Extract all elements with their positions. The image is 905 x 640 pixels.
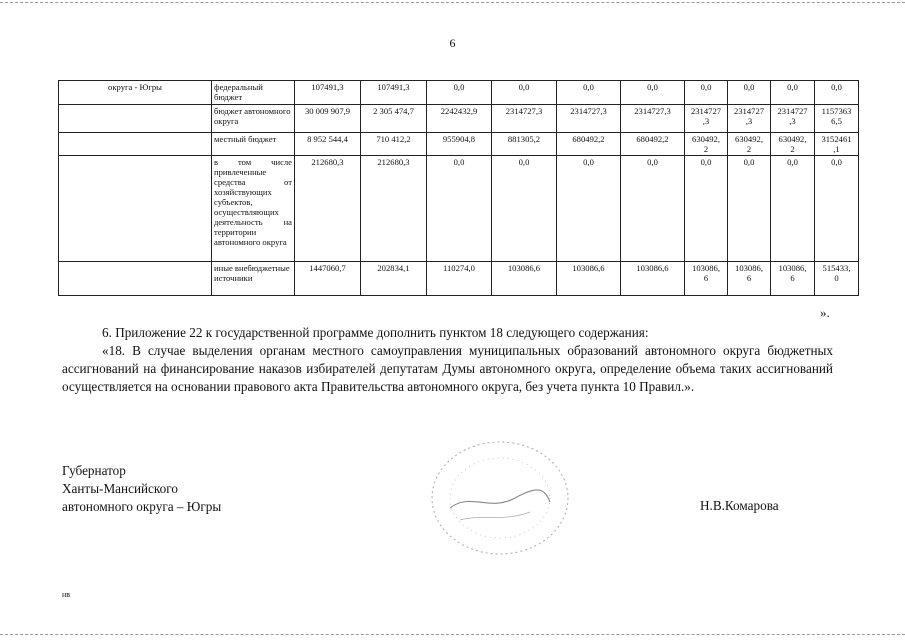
value-cell: 955904,8 <box>427 133 492 156</box>
value-cell: 103086, 6 <box>771 262 815 296</box>
value-cell: 202834,1 <box>361 262 427 296</box>
value-cell: 630492, 2 <box>771 133 815 156</box>
funding-source-cell: бюджет автономного округа <box>212 105 295 133</box>
table-row <box>59 105 859 133</box>
paragraph-item-6: 6. Приложение 22 к государственной программе дополнить пунктом 18 следующего содержания: <box>102 325 649 340</box>
value-cell: 0,0 <box>685 156 728 262</box>
value-cell: 212680,3 <box>295 156 361 262</box>
footer-mark: нв <box>62 590 71 599</box>
value-cell: 2314727,3 <box>492 105 557 133</box>
table-row <box>59 81 859 105</box>
value-cell: 107491,3 <box>295 81 361 105</box>
official-stamp <box>420 432 580 562</box>
table-row <box>59 262 859 296</box>
value-cell: 0,0 <box>771 156 815 262</box>
signatory-title-line: Ханты-Мансийского <box>62 481 178 496</box>
value-cell: 710 412,2 <box>361 133 427 156</box>
value-cell: 8 952 544,4 <box>295 133 361 156</box>
value-cell: 2314727,3 <box>621 105 685 133</box>
value-cell: 103086, 6 <box>685 262 728 296</box>
value-cell: 0,0 <box>492 156 557 262</box>
value-cell: 0,0 <box>728 81 771 105</box>
value-cell: 3152461 ,1 <box>815 133 859 156</box>
value-cell: 1447060,7 <box>295 262 361 296</box>
value-cell: 110274,0 <box>427 262 492 296</box>
value-cell: 881305,2 <box>492 133 557 156</box>
value-cell: 30 009 907,9 <box>295 105 361 133</box>
value-cell: 2242432,9 <box>427 105 492 133</box>
value-cell: 2 305 474,7 <box>361 105 427 133</box>
value-cell: 2314727 ,3 <box>728 105 771 133</box>
budget-table-body <box>59 81 859 296</box>
paragraph-item-18: «18. В случае выделения органам местного самоуправления муниципальных образований автономного округа бюджетных ассигнований на финансирование наказов избирателей депутатам Думы автономного округа, определение объема таких ассигнований осуществляется на основании правового акта Правительства автономного округа, без учета пункта 10 Правил.». <box>62 343 833 394</box>
value-cell: 0,0 <box>728 156 771 262</box>
value-cell: 107491,3 <box>361 81 427 105</box>
territory-cell <box>59 262 212 296</box>
value-cell: 103086,6 <box>492 262 557 296</box>
amendment-text <box>62 324 833 396</box>
signatory-title-line: Губернатор <box>62 463 126 478</box>
value-cell: 103086, 6 <box>728 262 771 296</box>
value-cell: 630492, 2 <box>728 133 771 156</box>
value-cell: 0,0 <box>427 81 492 105</box>
scan-edge-bottom <box>0 634 905 636</box>
value-cell: 0,0 <box>815 81 859 105</box>
value-cell: 0,0 <box>557 156 621 262</box>
value-cell: 2314727 ,3 <box>771 105 815 133</box>
territory-cell: округа - Югры <box>59 81 212 105</box>
value-cell: 212680,3 <box>361 156 427 262</box>
value-cell: 0,0 <box>621 156 685 262</box>
value-cell: 515433, 0 <box>815 262 859 296</box>
value-cell: 680492,2 <box>557 133 621 156</box>
value-cell: 2314727,3 <box>557 105 621 133</box>
value-cell: 0,0 <box>427 156 492 262</box>
funding-source-cell: федеральный бюджет <box>212 81 295 105</box>
value-cell: 0,0 <box>492 81 557 105</box>
table-row <box>59 133 859 156</box>
funding-source-cell: местный бюджет <box>212 133 295 156</box>
value-cell: 0,0 <box>621 81 685 105</box>
budget-table <box>58 80 859 296</box>
quote-close: ». <box>820 305 830 320</box>
value-cell: 103086,6 <box>621 262 685 296</box>
signatory-name: Н.В.Комарова <box>700 498 779 513</box>
page-number: 6 <box>449 36 456 50</box>
value-cell: 0,0 <box>685 81 728 105</box>
funding-source-cell: иные внебюджетные источники <box>212 262 295 296</box>
value-cell: 0,0 <box>815 156 859 262</box>
value-cell: 2314727 ,3 <box>685 105 728 133</box>
value-cell: 0,0 <box>557 81 621 105</box>
value-cell: 0,0 <box>771 81 815 105</box>
signatory-title <box>62 462 221 516</box>
funding-source-cell: в том числе привлеченные средства от хозяйствующих субъектов, осуществляющих деятельность на территории автономного округа <box>212 156 295 262</box>
value-cell: 1157363 6,5 <box>815 105 859 133</box>
territory-cell <box>59 133 212 156</box>
territory-cell <box>59 156 212 262</box>
territory-cell <box>59 105 212 133</box>
signatory-title-line: автономного округа – Югры <box>62 499 222 514</box>
value-cell: 103086,6 <box>557 262 621 296</box>
scan-edge-top <box>0 2 905 4</box>
value-cell: 630492, 2 <box>685 133 728 156</box>
value-cell: 680492,2 <box>621 133 685 156</box>
table-row <box>59 156 859 262</box>
